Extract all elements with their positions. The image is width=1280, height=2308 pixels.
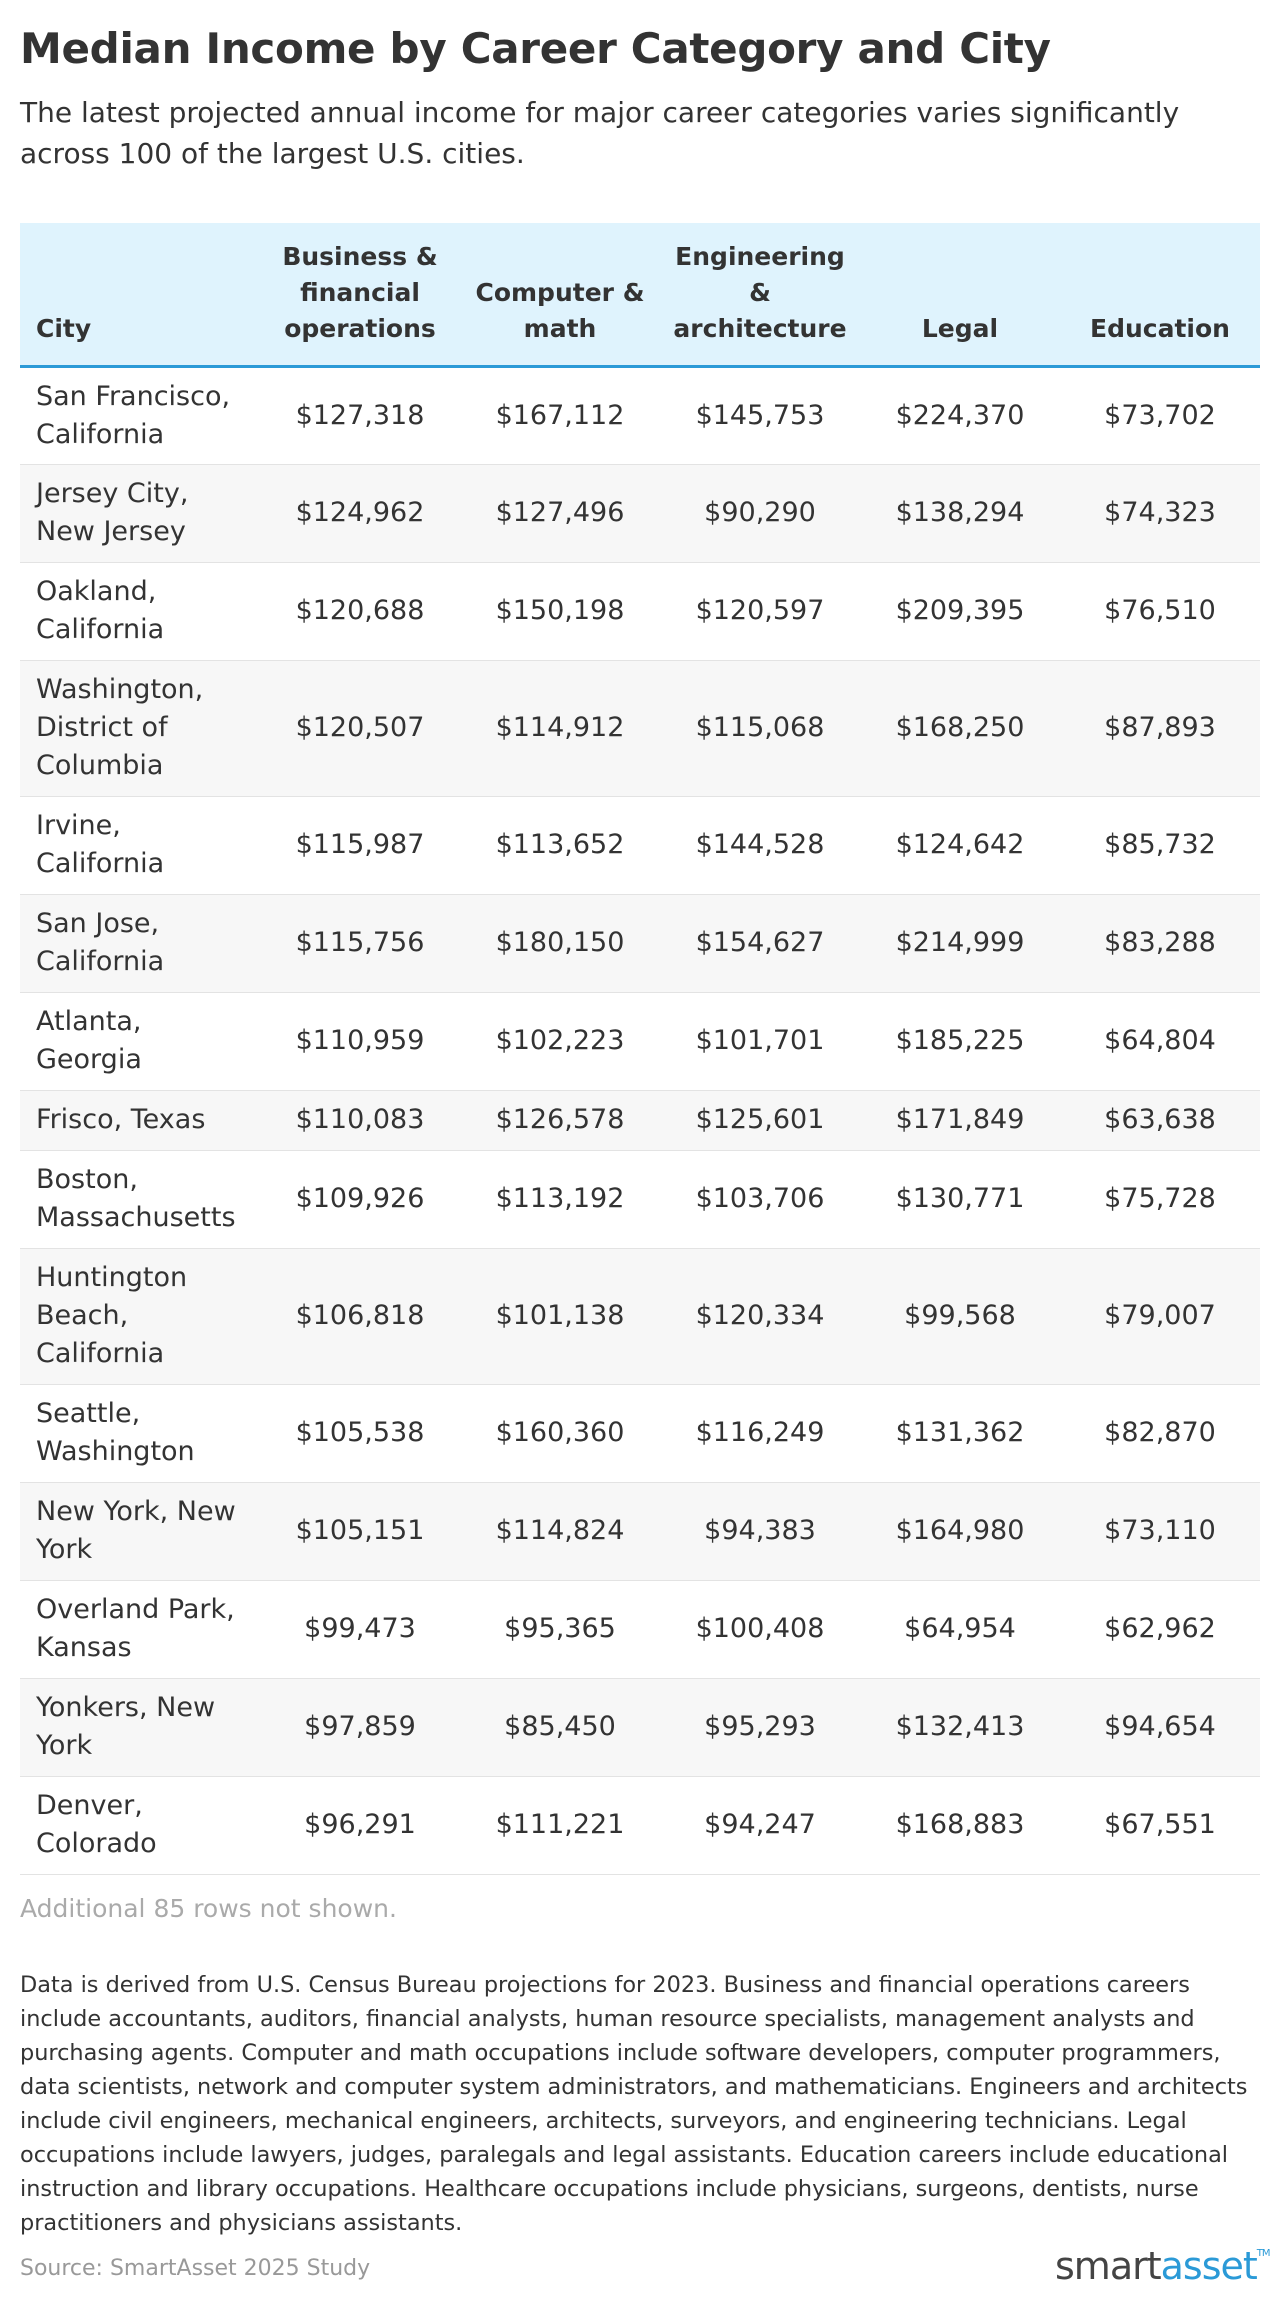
business-cell: $96,291 [260, 1776, 460, 1874]
methodology-notes: Data is derived from U.S. Census Bureau projections for 2023. Business and financial operations careers include accountants, auditors, financial analysts, human resource specialists, management analysts and purchasing agents. Computer and math occupations include software developers, computer programmers, data scientists, network and computer system administrators, and mathematicians. Engineers and architects include civil engineers, mechanical engineers, architects, surveyors, and engineering technicians. Legal occupations include lawyers, judges, paralegals and legal assistants. Education careers include educational instruction and library occupations. Healthcare occupations include physicians, surgeons, dentists, nurse practitioners and physicians assistants. [20, 1972, 1248, 2236]
city-cell: Jersey City, New Jersey [20, 464, 260, 562]
education-cell: $67,551 [1060, 1776, 1260, 1874]
logo-part-asset: asset [1160, 2244, 1257, 2288]
city-cell: Oakland, California [20, 562, 260, 660]
table-header [20, 223, 1260, 366]
business-cell: $105,151 [260, 1482, 460, 1580]
table-row [20, 796, 1260, 894]
table-row [20, 992, 1260, 1090]
engineering-cell: $100,408 [660, 1580, 860, 1678]
education-cell: $83,288 [1060, 894, 1260, 992]
engineering-cell: $94,383 [660, 1482, 860, 1580]
legal-cell: $64,954 [860, 1580, 1060, 1678]
computer-cell: $114,912 [460, 660, 660, 796]
city-cell: Washington, District of Columbia [20, 660, 260, 796]
city-cell: New York, New York [20, 1482, 260, 1580]
engineering-cell: $154,627 [660, 894, 860, 992]
city-cell: Huntington Beach, California [20, 1248, 260, 1384]
business-cell: $99,473 [260, 1580, 460, 1678]
income-table [20, 223, 1260, 1875]
city-cell: Frisco, Texas [20, 1090, 260, 1150]
table-row [20, 562, 1260, 660]
header-city: City [20, 223, 260, 366]
computer-cell: $150,198 [460, 562, 660, 660]
legal-cell: $209,395 [860, 562, 1060, 660]
city-cell: Atlanta, Georgia [20, 992, 260, 1090]
business-cell: $120,688 [260, 562, 460, 660]
page-title: Median Income by Career Category and City [20, 24, 1051, 73]
education-cell: $64,804 [1060, 992, 1260, 1090]
table-row [20, 894, 1260, 992]
engineering-cell: $95,293 [660, 1678, 860, 1776]
table-row [20, 660, 1260, 796]
city-cell: Seattle, Washington [20, 1384, 260, 1482]
legal-cell: $185,225 [860, 992, 1060, 1090]
engineering-cell: $125,601 [660, 1090, 860, 1150]
header-row [20, 223, 1260, 366]
engineering-cell: $115,068 [660, 660, 860, 796]
table-row [20, 1678, 1260, 1776]
computer-cell: $85,450 [460, 1678, 660, 1776]
table-row [20, 464, 1260, 562]
computer-cell: $126,578 [460, 1090, 660, 1150]
computer-cell: $114,824 [460, 1482, 660, 1580]
table-row [20, 1090, 1260, 1150]
business-cell: $106,818 [260, 1248, 460, 1384]
city-cell: Boston, Massachusetts [20, 1150, 260, 1248]
education-cell: $82,870 [1060, 1384, 1260, 1482]
city-cell: Overland Park, Kansas [20, 1580, 260, 1678]
education-cell: $87,893 [1060, 660, 1260, 796]
legal-cell: $164,980 [860, 1482, 1060, 1580]
business-cell: $110,083 [260, 1090, 460, 1150]
education-cell: $76,510 [1060, 562, 1260, 660]
computer-cell: $102,223 [460, 992, 660, 1090]
header-education: Education [1060, 223, 1260, 366]
legal-cell: $171,849 [860, 1090, 1060, 1150]
legal-cell: $168,250 [860, 660, 1060, 796]
computer-cell: $160,360 [460, 1384, 660, 1482]
computer-cell: $101,138 [460, 1248, 660, 1384]
legal-cell: $131,362 [860, 1384, 1060, 1482]
business-cell: $127,318 [260, 366, 460, 464]
computer-cell: $111,221 [460, 1776, 660, 1874]
education-cell: $74,323 [1060, 464, 1260, 562]
engineering-cell: $90,290 [660, 464, 860, 562]
city-cell: Denver, Colorado [20, 1776, 260, 1874]
city-cell: San Francisco, California [20, 366, 260, 464]
education-cell: $75,728 [1060, 1150, 1260, 1248]
legal-cell: $130,771 [860, 1150, 1060, 1248]
legal-cell: $214,999 [860, 894, 1060, 992]
business-cell: $124,962 [260, 464, 460, 562]
more-rows-note: Additional 85 rows not shown. [20, 1894, 397, 1923]
logo-trademark: TM [1256, 2248, 1270, 2259]
smartasset-logo [1055, 2244, 1270, 2288]
city-cell: Irvine, California [20, 796, 260, 894]
table-row [20, 1482, 1260, 1580]
header-legal: Legal [860, 223, 1060, 366]
engineering-cell: $94,247 [660, 1776, 860, 1874]
computer-cell: $180,150 [460, 894, 660, 992]
header-computer: Computer & math [460, 223, 660, 366]
engineering-cell: $103,706 [660, 1150, 860, 1248]
business-cell: $105,538 [260, 1384, 460, 1482]
table-row [20, 1580, 1260, 1678]
engineering-cell: $101,701 [660, 992, 860, 1090]
engineering-cell: $145,753 [660, 366, 860, 464]
engineering-cell: $144,528 [660, 796, 860, 894]
computer-cell: $113,652 [460, 796, 660, 894]
table-row [20, 1248, 1260, 1384]
table-row [20, 1776, 1260, 1874]
table-row [20, 366, 1260, 464]
education-cell: $73,110 [1060, 1482, 1260, 1580]
engineering-cell: $120,334 [660, 1248, 860, 1384]
engineering-cell: $116,249 [660, 1384, 860, 1482]
education-cell: $62,962 [1060, 1580, 1260, 1678]
computer-cell: $167,112 [460, 366, 660, 464]
education-cell: $85,732 [1060, 796, 1260, 894]
header-engineering: Engineering & architecture [660, 223, 860, 366]
education-cell: $94,654 [1060, 1678, 1260, 1776]
engineering-cell: $120,597 [660, 562, 860, 660]
table-row [20, 1384, 1260, 1482]
business-cell: $115,756 [260, 894, 460, 992]
header-business: Business & financial operations [260, 223, 460, 366]
education-cell: $73,702 [1060, 366, 1260, 464]
computer-cell: $95,365 [460, 1580, 660, 1678]
legal-cell: $138,294 [860, 464, 1060, 562]
legal-cell: $168,883 [860, 1776, 1060, 1874]
business-cell: $120,507 [260, 660, 460, 796]
page-subtitle: The latest projected annual income for major career categories varies significantly across 100 of the largest U.S. cities. [20, 96, 1180, 170]
business-cell: $115,987 [260, 796, 460, 894]
legal-cell: $224,370 [860, 366, 1060, 464]
computer-cell: $113,192 [460, 1150, 660, 1248]
city-cell: San Jose, California [20, 894, 260, 992]
computer-cell: $127,496 [460, 464, 660, 562]
legal-cell: $132,413 [860, 1678, 1060, 1776]
legal-cell: $99,568 [860, 1248, 1060, 1384]
table-row [20, 1150, 1260, 1248]
business-cell: $109,926 [260, 1150, 460, 1248]
logo-part-smart: smart [1055, 2244, 1161, 2288]
legal-cell: $124,642 [860, 796, 1060, 894]
education-cell: $79,007 [1060, 1248, 1260, 1384]
city-cell: Yonkers, New York [20, 1678, 260, 1776]
source-note: Source: SmartAsset 2025 Study [20, 2256, 371, 2281]
education-cell: $63,638 [1060, 1090, 1260, 1150]
business-cell: $97,859 [260, 1678, 460, 1776]
business-cell: $110,959 [260, 992, 460, 1090]
table-body [20, 366, 1260, 1874]
